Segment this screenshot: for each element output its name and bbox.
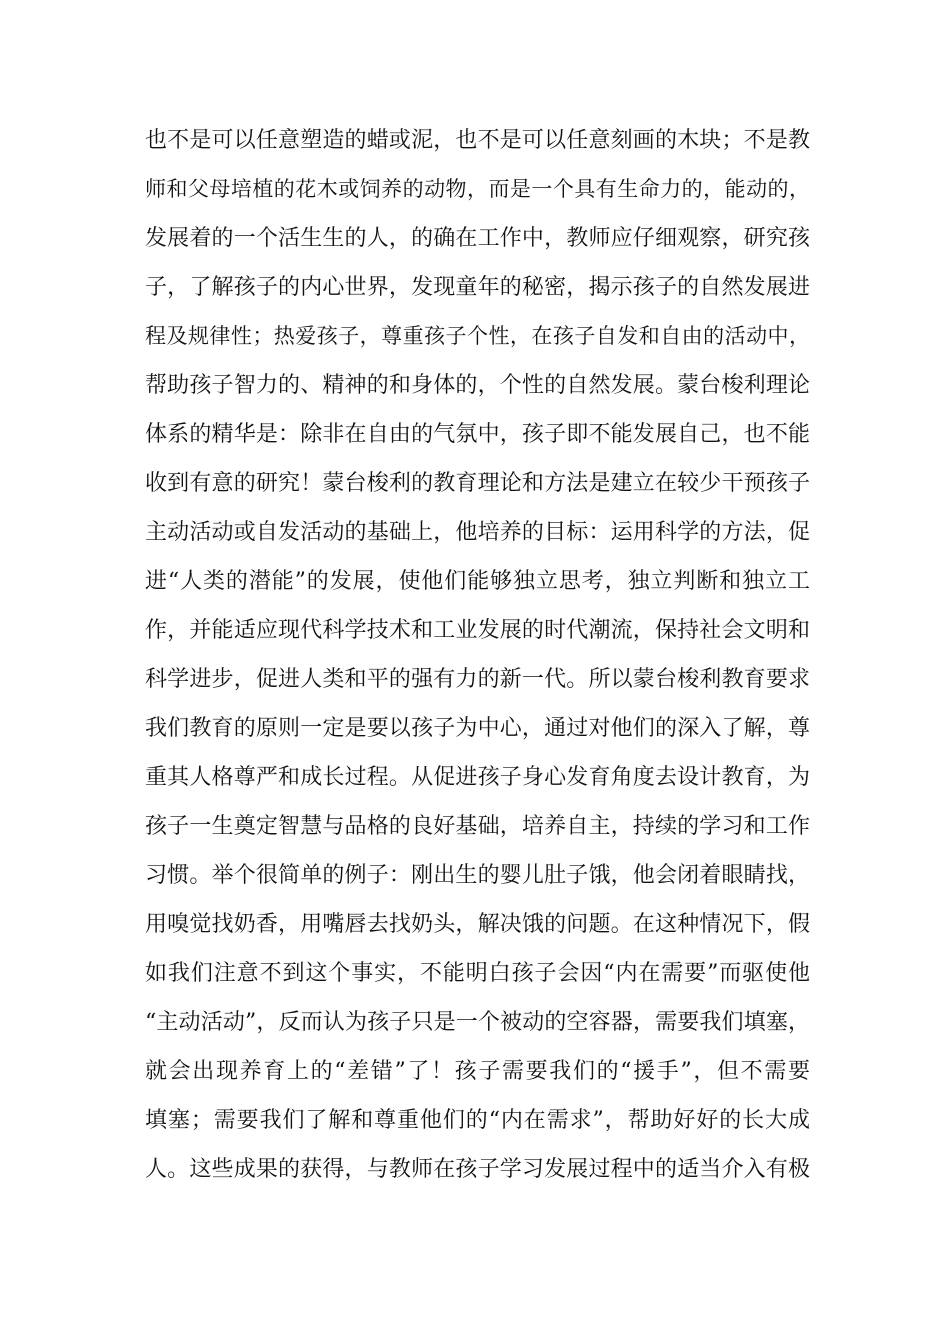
text-line: 体系的精华是：除非在自由的气氛中，孩子即不能发展自己，也不能 [145, 422, 810, 447]
text-line: 帮助孩子智力的、精神的和身体的，个性的自然发展。蒙台梭利理论 [145, 373, 810, 398]
text-line: 就会出现养育上的“差错”了！孩子需要我们的“援手”，但不需要 [145, 1059, 810, 1084]
text-line: 科学进步，促进人类和平的强有力的新一代。所以蒙台梭利教育要求 [145, 667, 810, 692]
text-line: “主动活动”，反而认为孩子只是一个被动的空容器，需要我们填塞， [145, 1010, 810, 1035]
text-line: 师和父母培植的花木或饲养的动物，而是一个具有生命力的，能动的， [145, 177, 810, 201]
text-line: 我们教育的原则一定是要以孩子为中心，通过对他们的深入了解，尊 [145, 716, 810, 741]
text-line: 进“人类的潜能”的发展，使他们能够独立思考，独立判断和独立工 [145, 569, 810, 594]
text-line: 用嗅觉找奶香，用嘴唇去找奶头，解决饿的问题。在这种情况下，假 [145, 912, 810, 937]
text-line: 作，并能适应现代科学技术和工业发展的时代潮流，保持社会文明和 [145, 618, 810, 643]
text-line: 主动活动或自发活动的基础上，他培养的目标：运用科学的方法，促 [145, 520, 810, 545]
text-line: 程及规律性；热爱孩子，尊重孩子个性，在孩子自发和自由的活动中， [145, 324, 810, 348]
text-line: 孩子一生奠定智慧与品格的良好基础，培养自主，持续的学习和工作 [145, 814, 810, 839]
text-line: 如我们注意不到这个事实，不能明白孩子会因“内在需要”而驱使他 [145, 961, 810, 986]
text-line: 重其人格尊严和成长过程。从促进孩子身心发育角度去设计教育，为 [145, 765, 810, 790]
text-line: 习惯。举个很简单的例子：刚出生的婴儿肚子饿，他会闭着眼睛找， [145, 863, 810, 888]
text-line: 收到有意的研究！蒙台梭利的教育理论和方法是建立在较少干预孩子 [145, 471, 810, 496]
text-line: 也不是可以任意塑造的蜡或泥，也不是可以任意刻画的木块；不是教 [145, 128, 810, 153]
text-line: 子，了解孩子的内心世界，发现童年的秘密，揭示孩子的自然发展进 [145, 275, 810, 300]
text-line: 发展着的一个活生生的人，的确在工作中，教师应仔细观察，研究孩 [145, 226, 810, 251]
body-text [145, 116, 810, 1194]
text-line: 人。这些成果的获得，与教师在孩子学习发展过程中的适当介入有极 [145, 1157, 810, 1182]
text-line: 填塞；需要我们了解和尊重他们的“内在需求”，帮助好好的长大成 [145, 1108, 810, 1133]
